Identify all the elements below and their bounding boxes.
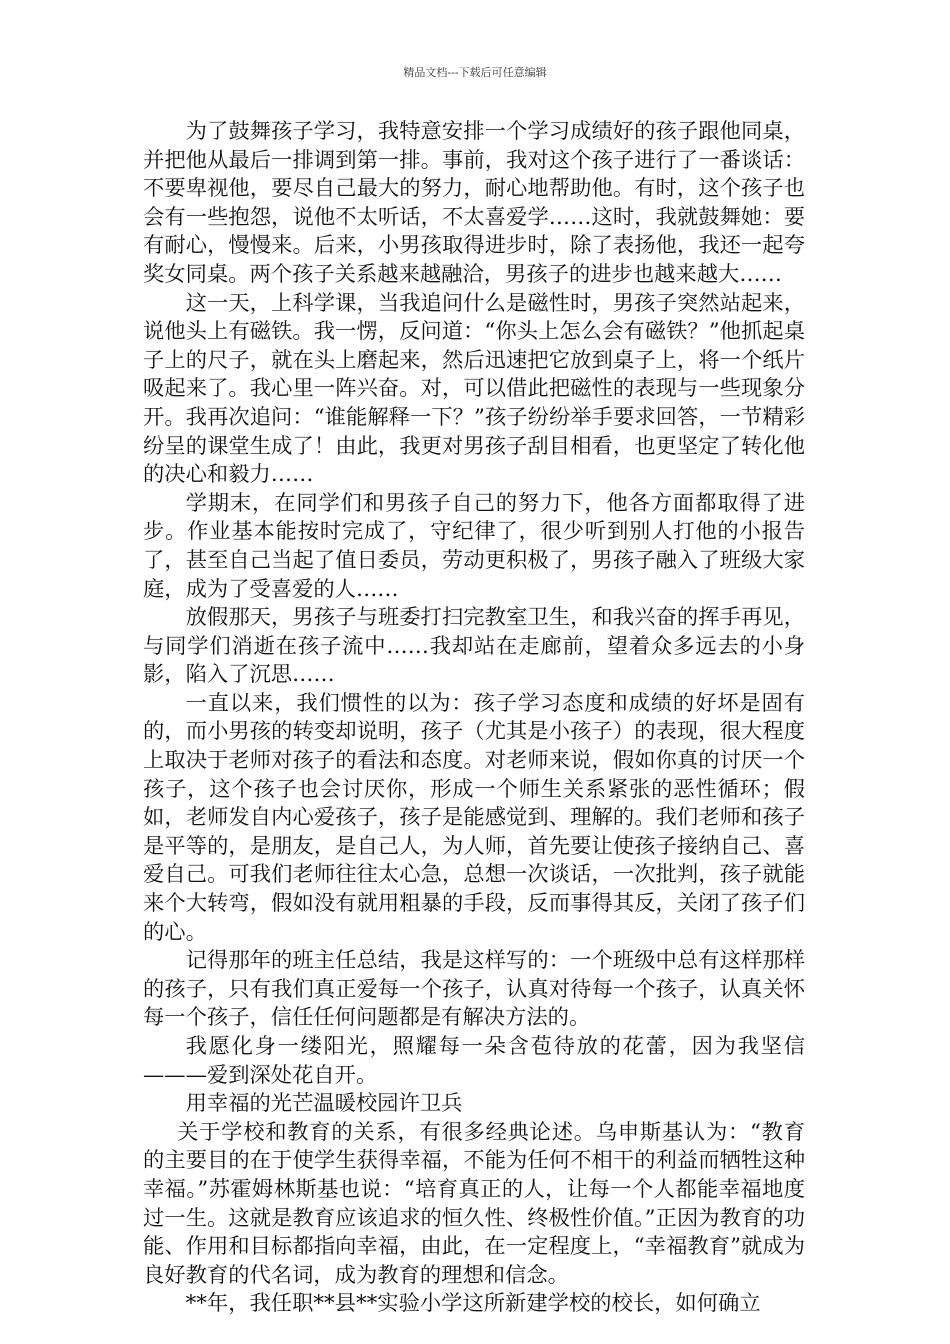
article-subtitle: 用幸福的光芒温暖校园许卫兵 <box>185 1091 463 1117</box>
paragraph-reflection: 一直以来，我们惯性的以为：孩子学习态度和成绩的好坏是固有的，而小男孩的转变却说明，孩子（尤其是小孩子）的表现，很大程度上取决于老师对孩子的看法和态度。对老师来说，假如你真的讨厌一个孩子，这个孩子也会讨厌你，形成一个师生关系紧张的恶性循环；假如，老师发自内心爱孩子，孩子是能感觉到、理解的。我们老师和孩子是平等的，是朋友，是自己人，为人师，首先要让使孩子接纳自己、喜爱自己。可我们老师往往太心急，总想一次谈话，一次批判，孩子就能来个大转弯，假如没有就用粗暴的手段，反而事得其反，关闭了孩子们的心。 <box>143 690 805 945</box>
paragraph-term-end: 学期末，在同学们和男孩子自己的努力下，他各方面都取得了进步。作业基本能按时完成了，守纪律了，很少听到别人打他的小报告了，甚至自己当起了值日委员，劳动更积极了，男孩子融入了班级大家庭，成为了受喜爱的人…… <box>143 490 805 602</box>
paragraph-sunshine: 我愿化身一缕阳光，照耀每一朵含苞待放的花蕾，因为我坚信———爱到深处花自开。 <box>143 1034 805 1088</box>
paragraph-desk-mate: 为了鼓舞孩子学习，我特意安排一个学习成绩好的孩子跟他同桌，并把他从最后一排调到第一排。事前，我对这个孩子进行了一番谈话：不要卑视他，要尽自己最大的努力，耐心地帮助他。有时，这个孩子也会有一些抱怨，说他不太听话，不太喜爱学……这时，我就鼓舞她：要有耐心，慢慢来。后来，小男孩取得进步时，除了表扬他，我还一起夸奖女同桌。两个孩子关系越来越融洽，男孩子的进步也越来越大…… <box>143 119 805 287</box>
paragraph-principal: **年，我任职**县**实验小学这所新建学校的校长，如何确立 <box>185 1291 761 1317</box>
paragraph-happiness-education: 关于学校和教育的关系，有很多经典论述。乌申斯基认为：“教育的主要目的在于使学生获得幸福，不能为任何不相干的利益而牺牲这种幸福。”苏霍姆林斯基也说：“培育真正的人，让每一个人都能幸福地度过一生。这就是教育应该追求的恒久性、终极性价值。”正因为教育的功能、作用和目标都指向幸福，由此，在一定程度上，“幸福教育”就成为良好教育的代名词，成为教育的理想和信念。 <box>143 1119 805 1288</box>
paragraph-summary: 记得那年的班主任总结，我是这样写的：一个班级中总有这样那样的孩子，只有我们真正爱每一个孩子，认真对待每一个孩子，认真关怀每一个孩子，信任任何问题都是有解决方法的。 <box>143 948 805 1031</box>
paragraph-holiday: 放假那天，男孩子与班委打扫完教室卫生，和我兴奋的挥手再见，与同学们消逝在孩子流中……我却站在走廊前，望着众多远去的小身影，陷入了沉思…… <box>143 605 805 688</box>
page-header: 精品文档---下载后可任意编辑 <box>403 66 547 79</box>
article-body <box>143 118 805 1319</box>
paragraph-magnetism-lesson: 这一天，上科学课，当我追问什么是磁性时，男孩子突然站起来，说他头上有磁铁。我一愣，反问道：“你头上怎么会有磁铁？”他抓起桌子上的尺子，就在头上磨起来，然后迅速把它放到桌子上，将一个纸片吸起来了。我心里一阵兴奋。对，可以借此把磁性的表现与一些现象分开。我再次追问：“谁能解释一下？”孩子纷纷举手要求回答，一节精彩纷呈的课堂生成了！由此，我更对男孩子刮目相看，也更坚定了转化他的决心和毅力…… <box>143 290 805 488</box>
